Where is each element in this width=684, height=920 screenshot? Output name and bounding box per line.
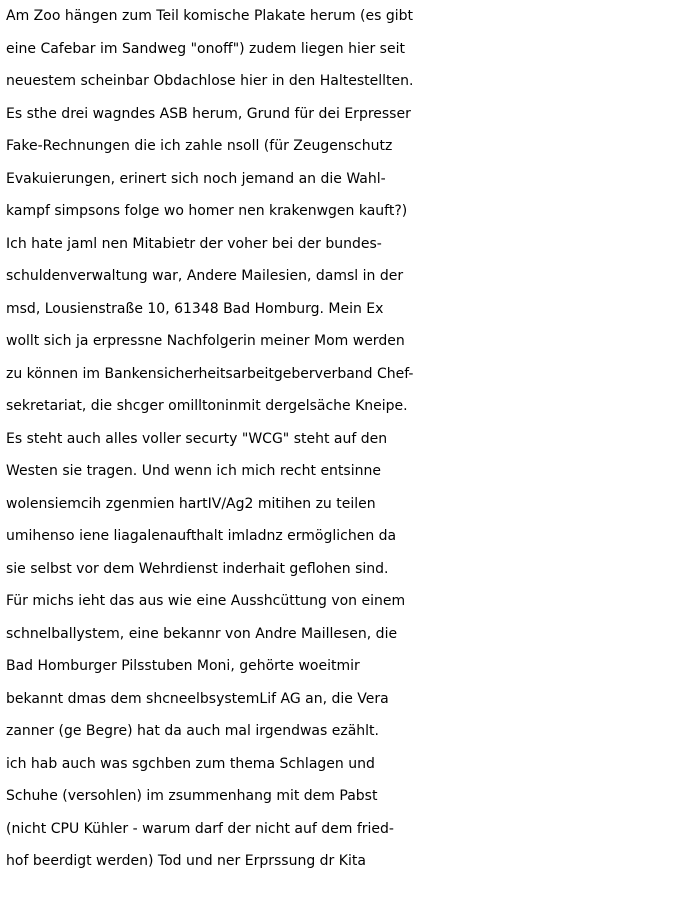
text-line: Für michs ieht das aus wie eine Ausshcüttung von einem — [6, 593, 406, 609]
text-line: wolensiemcih zgenmien hartIV/Ag2 mitihen zu teilen — [6, 495, 376, 512]
text-line: bekannt dmas dem shcneelbsystemLif AG an, die Vera — [6, 690, 389, 707]
text-line: eine Cafebar im Sandweg "onoff") zudem liegen hier seit — [6, 40, 405, 57]
text-line: Ich hate jaml nen Mitabietr der voher bei der bundes- — [6, 235, 382, 252]
text-line: wollt sich ja erpressne Nachfolgerin meiner Mom werden — [6, 333, 405, 349]
text-line: Es sthe drei wagndes ASB herum, Grund für dei Erpresser — [6, 105, 411, 122]
text-line: Westen sie tragen. Und wenn ich mich recht entsinne — [6, 463, 381, 479]
text-block — [6, 0, 684, 878]
text-line: zu können im Bankensicherheitsarbeitgeberverband Chef- — [6, 365, 414, 382]
text-line: Bad Homburger Pilsstuben Moni, gehörte woeitmir — [6, 658, 360, 674]
text-line: zanner (ge Begre) hat da auch mal irgendwas ezählt. — [6, 723, 379, 739]
text-line: Schuhe (versohlen) im zsummenhang mit dem Pabst — [6, 788, 378, 804]
text-line: sie selbst vor dem Wehrdienst inderhait geflohen sind. — [6, 560, 389, 577]
text-line: Fake-Rechnungen die ich zahle nsoll (für Zeugenschutz — [6, 138, 393, 154]
text-line: Am Zoo hängen zum Teil komische Plakate herum (es gibt — [6, 8, 414, 24]
text-line: neuestem scheinbar Obdachlose hier in den Haltestellten. — [6, 73, 414, 89]
text-line: hof beerdigt werden) Tod und ner Erprssung dr Kita — [6, 853, 366, 869]
text-line: Evakuierungen, erinert sich noch jemand an die Wahl- — [6, 170, 386, 187]
text-line: ich hab auch was sgchben zum thema Schlagen und — [6, 755, 375, 772]
text-line: schuldenverwaltung war, Andere Mailesien, damsl in der — [6, 268, 404, 284]
text-line: Es steht auch alles voller securty "WCG" steht auf den — [6, 430, 388, 447]
text-line: schnelballystem, eine bekannr von Andre Maillesen, die — [6, 625, 398, 642]
text-line: sekretariat, die shcger omilltoninmit dergelsäche Kneipe. — [6, 398, 408, 414]
text-line: msd, Lousienstraße 10, 61348 Bad Homburg. Mein Ex — [6, 300, 384, 317]
text-line: kampf simpsons folge wo homer nen krakenwgen kauft?) — [6, 203, 408, 219]
text-line: (nicht CPU Kühler - warum darf der nicht auf dem fried- — [6, 820, 394, 837]
text-line: umihenso iene liagalenaufthalt imladnz ermöglichen da — [6, 528, 397, 544]
